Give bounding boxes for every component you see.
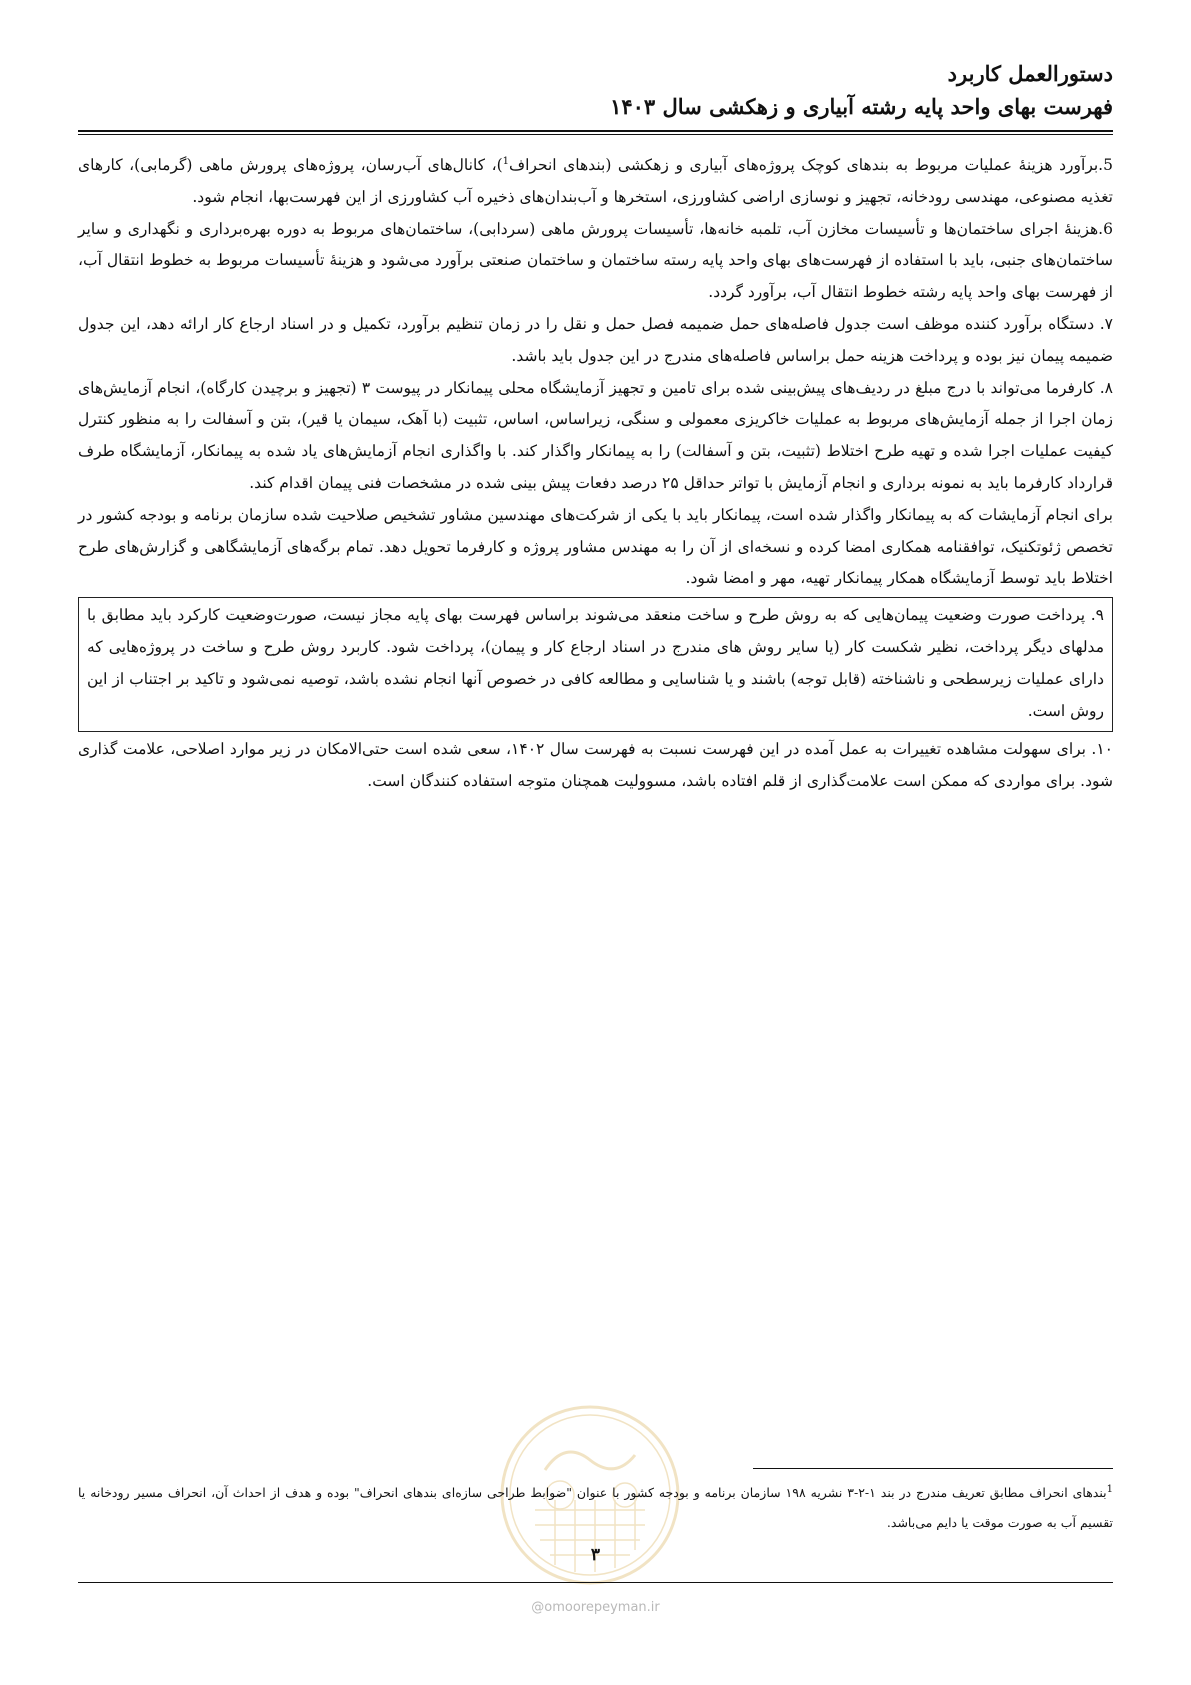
paragraph-5-start: 5.برآورد هزینهٔ عملیات مربوط به بندهای کوچک پروژه‌های آبیاری و زهکشی (بندهای انحراف — [509, 156, 1113, 174]
footnote-text: بندهای انحراف مطابق تعریف مندرج در بند ۱-۲-۳ نشریه ۱۹۸ سازمان برنامه و بودجه کشور با عنوان "ضوابط طراحی سازه‌ای بندهای انحراف" بوده و هدف از احداث آن، انحراف مسیر رودخانه یا تقسیم آب به صورت موقت یا دایم می‌باشد. — [78, 1485, 1113, 1530]
page-header — [79, 58, 1113, 124]
header-rule-thin — [78, 134, 1113, 135]
body-text — [78, 150, 1113, 798]
paragraph-6: 6.هزینهٔ اجرای ساختمان‌ها و تأسیسات مخازن آب، تلمبه خانه‌ها، تأسیسات پرورش ماهی (سردابی)، ساختمان‌های مربوط به دوره بهره‌برداری و نگهداری و سایر ساختمان‌های جنبی، باید با استفاده از فهرست‌های بهای واحد پایه رسته ساختمان و ساختمان صنعتی برآورد می‌شود و هزینهٔ تأسیسات مربوط به خطوط انتقال آب، از فهرست بهای واحد پایه رشته خطوط انتقال آب، برآورد گردد. — [78, 219, 1113, 302]
boxed-paragraph-9 — [78, 597, 1113, 732]
paragraph-5 — [78, 150, 1113, 214]
footnote-rule — [753, 1468, 1113, 1469]
footnote — [78, 1478, 1113, 1538]
paragraph-8-continuation: برای انجام آزمایشات که به پیمانکار واگذار شده است، پیمانکار باید با یکی از شرکت‌های مهندسین مشاور تشخیص صلاحیت شده سازمان برنامه و بودجه کشور در تخصص ژئوتکنیک، توافقنامه همکاری امضا کرده و نسخه‌ای از آن را به مهندس مشاور پروژه و کارفرما تحویل دهد. تمام برگه‌های آزمایشگاهی و گزارش‌های طرح اختلاط باید توسط آزمایشگاه همکار پیمانکار تهیه، مهر و امضا شود. — [78, 505, 1113, 588]
footnote-marker: 1 — [1106, 1483, 1113, 1495]
paragraph-10: ۱۰. برای سهولت مشاهده تغییرات به عمل آمده در این فهرست نسبت به فهرست سال ۱۴۰۲، سعی شده است حتی‌الامکان در زیر موارد اصلاحی، علامت گذاری شود. برای مواردی که ممکن است علامت‌گذاری از قلم افتاده باشد، مسوولیت همچنان متوجه استفاده کنندگان است. — [78, 740, 1113, 791]
paragraph-5-rest: )، کانال‌های آب‌رسان، پروژه‌های پرورش ماهی (گرمابی)، کارهای تغذیه مصنوعی، مهندسی رودخانه، تجهیز و نوسازی اراضی کشاورزی، استخرها و آب‌بندان‌های ذخیره آب کشاورزی از این فهرست‌بها، انجام شود. — [78, 156, 1113, 206]
header-rule-thick — [78, 130, 1113, 132]
page-number: ۳ — [590, 1545, 601, 1565]
document-subtitle: فهرست بهای واحد پایه رشته آبیاری و زهکشی سال ۱۴۰۳ — [610, 94, 1113, 119]
paragraph-8: ۸. کارفرما می‌تواند با درج مبلغ در ردیف‌های پیش‌بینی شده برای تامین و تجهیز آزمایشگاه محلی پیمانکار در پیوست ۳ (تجهیز و برچیدن کارگاه)، انجام آزمایش‌های زمان اجرا از جمله آزمایش‌های مربوط به عملیات خاکریزی معمولی و سنگی، زیراساس، اساس، تثبیت (با آهک، سیمان یا قیر)، بتن و آسفالت را به منظور کنترل کیفیت عملیات اجرا شده و تهیه طرح اختلاط (تثبیت، بتن و آسفالت) را به پیمانکار واگذار کند. با واگذاری انجام آزمایش‌های یاد شده به پیمانکار، آزمایشگاه طرف قرارداد کارفرما باید به نمونه برداری و انجام آزمایش با تواتر حداقل ۲۵ درصد دفعات پیش بینی شده در مشخصات فنی پیمان اقدام کند. — [78, 378, 1113, 492]
document-title: دستورالعمل کاربرد — [947, 61, 1113, 86]
paragraph-7: ۷. دستگاه برآورد کننده موظف است جدول فاصله‌های حمل ضمیمه فصل حمل و نقل را در زمان تنظیم برآورد، تکمیل و در اسناد ارجاع کار ارائه دهد، این جدول ضمیمه پیمان نیز بوده و پرداخت هزینه حمل براساس فاصله‌های مندرج در این جدول باید باشد. — [78, 314, 1113, 365]
footnote-reference[interactable]: 1 — [502, 155, 510, 167]
paragraph-9: ۹. پرداخت صورت وضعیت پیمان‌هایی که به روش طرح و ساخت منعقد می‌شوند براساس فهرست بهای پایه مجاز نیست، صورت‌وضعیت کارکرد باید مطابق با مدلهای دیگر پرداخت، نظیر شکست کار (یا سایر روش های مندرج در اسناد ارجاع کار و پیمان)، پرداخت شود. کاربرد روش طرح و ساخت در پروژه‌هایی که دارای عملیات زیرسطحی و ناشناخته (قابل توجه) باشند و یا شناسایی و مطالعه کافی در خصوص آنها انجام نشده باشد، توصیه نمی‌شود و تاکید بر اجتناب از این روش است. — [87, 606, 1104, 720]
footer-rule — [78, 1582, 1113, 1583]
watermark-site: @omoorepeyman.ir — [531, 1600, 660, 1615]
